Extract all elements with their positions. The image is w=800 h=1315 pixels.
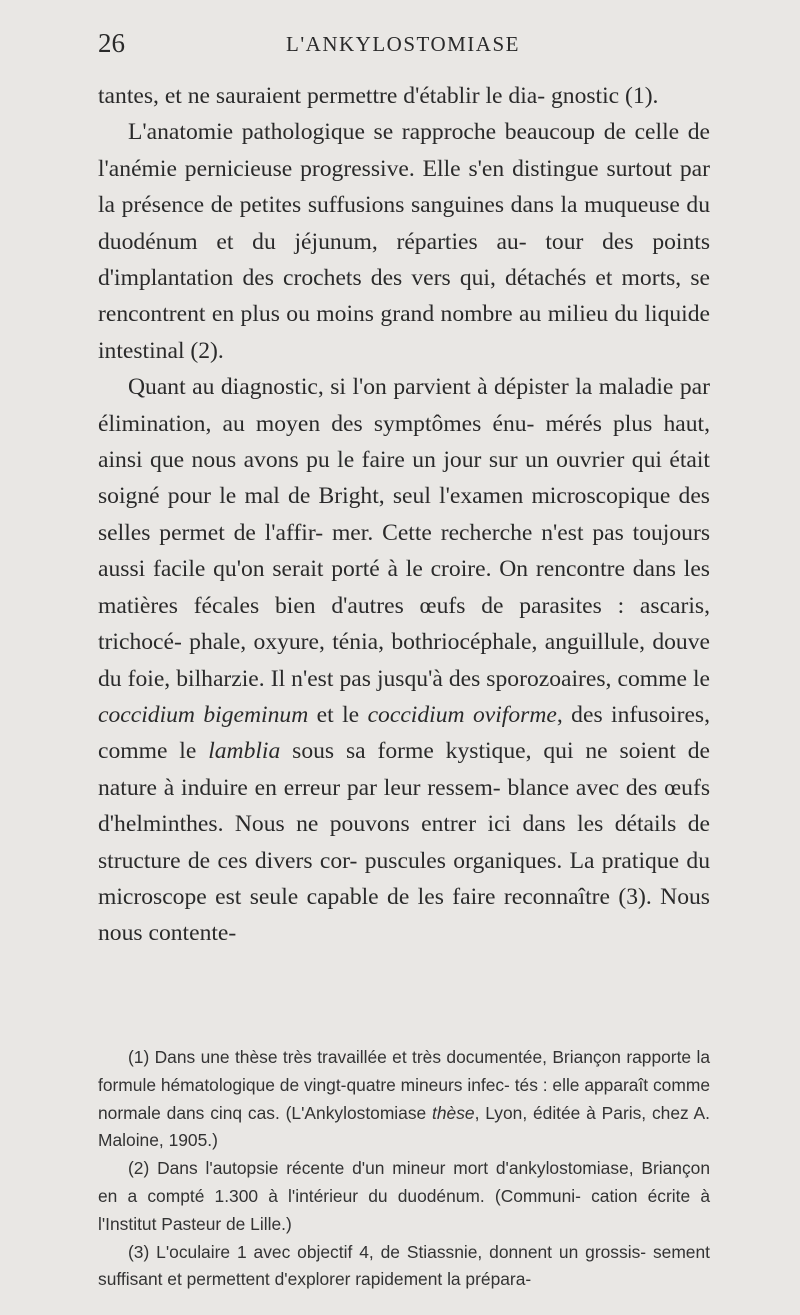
paragraph-anatomy: L'anatomie pathologique se rapproche beaucoup de celle de l'anémie pernicieuse progressive. Elle s'en distingue surtout par la présence de petites suffusions sanguines dans la muqueuse du duodénum et du jéjunum, réparties au- tour des points d'implantation des crochets des vers qui, détachés et morts, se rencontrent en plus ou moins grand nombre au milieu du liquide intestinal (2). (98, 119, 710, 364)
footnote-1-text-b: , Lyon, éditée à Paris, chez A. Maloine, 1905.) (98, 1102, 710, 1151)
diagnosis-text-d: sous sa forme kystique, qui ne soient de nature à induire en erreur par leur ressem- blance avec des œufs d'helminthes. Nous ne pouvons entrer ici dans les détails de structure de ces divers cor- puscules organiques. La pratique du microscope est seule capable de les faire reconnaître (3). Nous nous contente- (98, 738, 710, 947)
main-text (98, 78, 710, 952)
footnote-1-italic: thèse (432, 1102, 475, 1123)
diagnosis-text-c: , des infusoires, comme le (98, 701, 710, 765)
footnote-1-text-a: (1) Dans une thèse très travaillée et très documentée, Briançon rapporte la formule hématologique de vingt-quatre mineurs infec- tés : elle apparaît comme normale dans cinq cas. (L'Ankylostomiase (98, 1047, 710, 1123)
running-title: L'ANKYLOSTOMIASE (286, 32, 520, 56)
footnote-2: (2) Dans l'autopsie récente d'un mineur mort d'ankylostomiase, Briançon en a compté 1.300 à l'intérieur du duodénum. (Communi- cation écrite à l'Institut Pasteur de Lille.) (98, 1158, 710, 1234)
diagnosis-text-a: Quant au diagnostic, si l'on parvient à dépister la maladie par élimination, au moyen des symptômes énu- mérés plus haut, ainsi que nous avons pu le faire un jour sur un ouvrier qui était soigné pour le mal de Bright, seul l'examen microscopique des selles permet de l'affir- mer. Cette recherche n'est pas toujours aussi facile qu'on serait porté à le croire. On rencontre dans les matières fécales bien d'autres œufs de parasites : ascaris, trichocé- phale, oxyure, ténia, bothriocéphale, anguillule, douve du foie, bilharzie. Il n'est pas jusqu'à des sporozoaires, comme le (98, 374, 710, 692)
footnote-1 (98, 1044, 710, 1155)
page-header (98, 28, 708, 68)
paragraph-continuation: tantes, et ne sauraient permettre d'établir le dia- gnostic (1). (98, 83, 659, 109)
diagnosis-text-b: et le (308, 701, 368, 728)
footnotes (98, 1044, 710, 1294)
footnote-3: (3) L'oculaire 1 avec objectif 4, de Stiassnie, donnent un grossis- sement suffisant et permettent d'explorer rapidement la prépara- (98, 1241, 710, 1290)
paragraph-diagnosis (98, 369, 710, 952)
term-coccidium-oviforme: coccidium oviforme (367, 701, 557, 728)
page-number: 26 (98, 28, 125, 58)
term-coccidium-bigeminum: coccidium bigeminum (98, 701, 309, 728)
term-lamblia: lamblia (208, 738, 281, 765)
